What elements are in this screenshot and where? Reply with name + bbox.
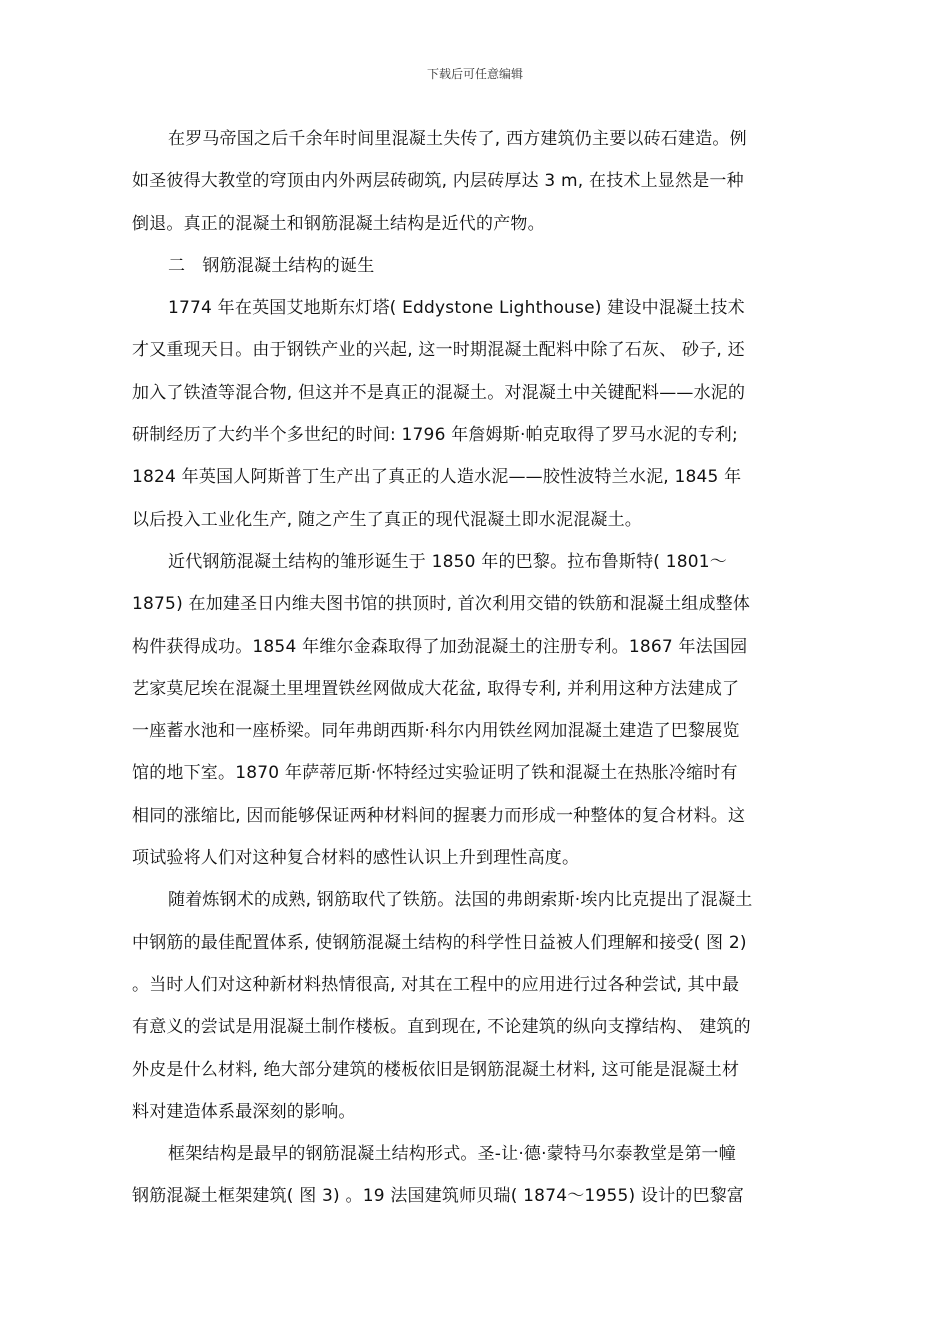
- text-line: 随着炼钢术的成熟, 钢筋取代了铁筋。法国的弗朗索斯·埃内比克提出了混凝土: [168, 890, 753, 911]
- text-line: 相同的涨缩比, 因而能够保证两种材料间的握裹力而形成一种整体的复合材料。这: [132, 805, 746, 826]
- text-line: 1774 年在英国艾地斯东灯塔( Eddystone Lighthouse) 建设中混凝土技术: [168, 298, 745, 319]
- text-line: 有意义的尝试是用混凝土制作楼板。直到现在, 不论建筑的纵向支撑结构、 建筑的: [132, 1017, 751, 1038]
- text-line: 1824 年英国人阿斯普丁生产出了真正的人造水泥——胶性波特兰水泥, 1845 年: [132, 467, 742, 488]
- text-line: 中钢筋的最佳配置体系, 使钢筋混凝土结构的科学性日益被人们理解和接受( 图 2): [132, 932, 747, 953]
- text-line: 外皮是什么材料, 绝大部分建筑的楼板依旧是钢筋混凝土材料, 这可能是混凝土材: [132, 1059, 740, 1080]
- text-line: 一座蓄水池和一座桥梁。同年弗朗西斯·科尔内用铁丝网加混凝土建造了巴黎展览: [132, 721, 740, 742]
- text-line: 构件获得成功。1854 年维尔金森取得了加劲混凝土的注册专利。1867 年法国园: [132, 636, 748, 657]
- text-line: 近代钢筋混凝土结构的雏形诞生于 1850 年的巴黎。拉布鲁斯特( 1801～: [168, 551, 727, 572]
- text-line: 才又重现天日。由于钢铁产业的兴起, 这一时期混凝土配料中除了石灰、 砂子, 还: [132, 340, 745, 361]
- text-line: 框架结构是最早的钢筋混凝土结构形式。圣-让·德·蒙特马尔泰教堂是第一幢: [168, 1144, 736, 1165]
- text-line: 如圣彼得大教堂的穹顶由内外两层砖砌筑, 内层砖厚达 3 m, 在技术上显然是一种: [132, 171, 744, 192]
- section-heading: 二 钢筋混凝土结构的诞生: [168, 255, 375, 276]
- page-header: 下载后可任意编辑: [426, 67, 523, 81]
- text-line: 项试验将人们对这种复合材料的感性认识上升到理性高度。: [132, 848, 580, 869]
- text-line: 以后投入工业化生产, 随之产生了真正的现代混凝土即水泥混凝土。: [132, 509, 643, 530]
- text-line: 1875) 在加建圣日内维夫图书馆的拱顶时, 首次利用交错的铁筋和混凝土组成整体: [132, 594, 751, 615]
- text-line: 研制经历了大约半个多世纪的时间: 1796 年詹姆斯·帕克取得了罗马水泥的专利;: [132, 425, 738, 446]
- text-line: 料对建造体系最深刻的影响。: [132, 1101, 356, 1122]
- text-line: 倒退。真正的混凝土和钢筋混凝土结构是近代的产物。: [132, 213, 545, 234]
- text-line: 。当时人们对这种新材料热情很高, 对其在工程中的应用进行过各种尝试, 其中最: [132, 974, 740, 995]
- text-line: 馆的地下室。1870 年萨蒂厄斯·怀特经过实验证明了铁和混凝土在热胀冷缩时有: [132, 763, 738, 784]
- text-line: 钢筋混凝土框架建筑( 图 3) 。19 法国建筑师贝瑞( 1874～1955) 设计的巴黎富: [132, 1186, 745, 1207]
- text-line: 艺家莫尼埃在混凝土里埋置铁丝网做成大花盆, 取得专利, 并利用这种方法建成了: [132, 678, 740, 699]
- text-line: 加入了铁渣等混合物, 但这并不是真正的混凝土。对混凝土中关键配料——水泥的: [132, 382, 746, 403]
- document-body: [132, 118, 792, 1218]
- text-line: 在罗马帝国之后千余年时间里混凝土失传了, 西方建筑仍主要以砖石建造。例: [168, 129, 747, 149]
